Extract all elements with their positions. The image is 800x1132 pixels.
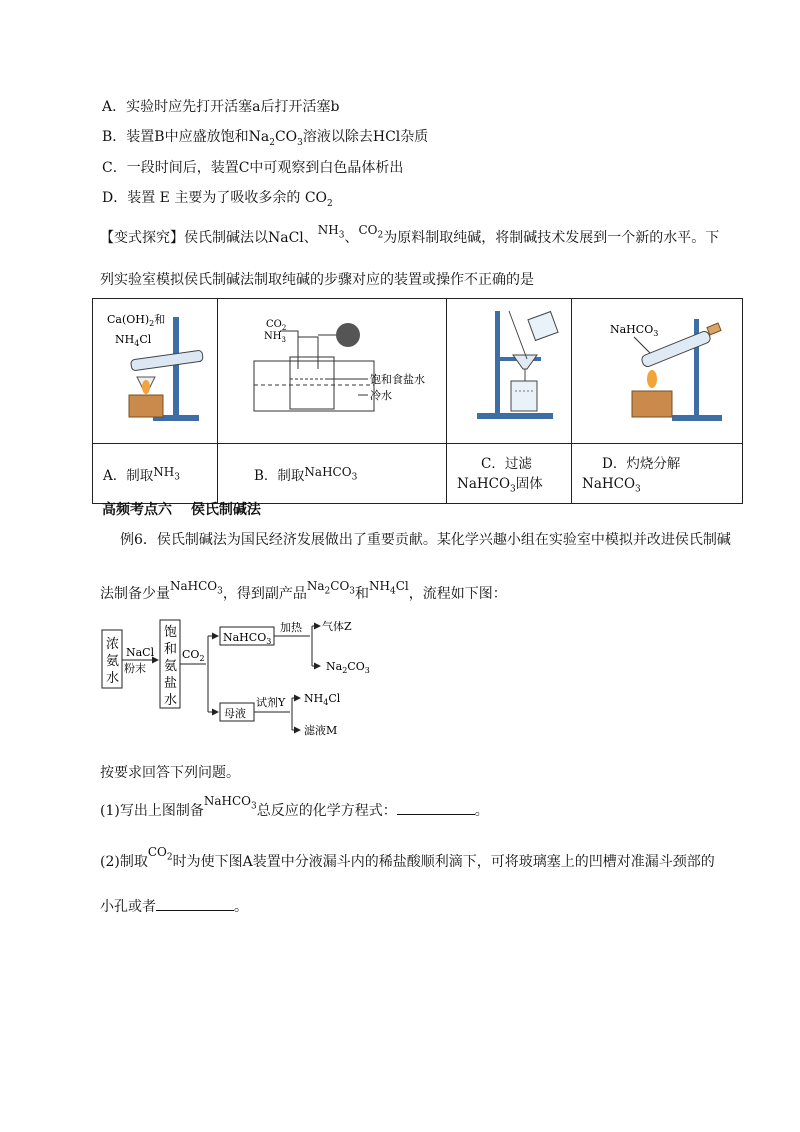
formula: Na <box>248 129 270 145</box>
option-label: D． <box>102 190 128 206</box>
process-flowchart <box>100 616 400 746</box>
option-label: A． <box>102 99 127 115</box>
funnel <box>513 355 537 369</box>
option-b <box>102 127 428 147</box>
caption-d: D．灼烧分解 NaHCO$_3$ <box>572 444 743 504</box>
subscript: 2 <box>327 198 333 209</box>
reagent-label: $NH_4Cl$ <box>115 333 152 348</box>
option-label: B． <box>102 129 127 145</box>
box-text: 氨 <box>106 654 120 669</box>
formula-nh3: $NH_3$ <box>317 223 345 241</box>
beaker <box>511 381 537 411</box>
subscript: 3 <box>297 137 303 148</box>
drying-tube <box>336 323 360 347</box>
heat-label: 加热 <box>280 621 302 634</box>
option-text: 溶液以除去HCl杂质 <box>302 129 429 145</box>
caption-b: B．制取NaHCO$_3$ <box>218 444 447 504</box>
variant-line1 <box>100 223 720 248</box>
lamp-base <box>632 391 672 417</box>
answer-blank-1[interactable] <box>397 800 475 815</box>
test-tube <box>131 350 204 371</box>
apparatus-a-cell <box>93 299 218 444</box>
box-text: 浓 <box>106 637 120 652</box>
lamp-base <box>129 395 163 417</box>
stand-base <box>672 415 722 421</box>
questions-intro: 按要求回答下列问题。 <box>100 765 240 781</box>
option-a <box>102 97 339 117</box>
box-text: 水 <box>106 671 120 686</box>
glass-rod <box>509 311 527 359</box>
apparatus-c-cell <box>447 299 572 444</box>
flame <box>142 380 150 394</box>
pouring-beaker <box>528 312 558 341</box>
box-text: 和 <box>164 642 178 657</box>
product-nh4cl: $NH_4Cl$ <box>304 692 341 707</box>
stopper <box>707 323 721 335</box>
caption-a: A．制取$NH_3$ <box>93 444 218 504</box>
stand-rod <box>173 317 179 417</box>
stand-base <box>477 413 553 419</box>
option-text: 一段时间后，装置C中可观察到白色晶体析出 <box>126 160 404 176</box>
question-2-line2: 小孔或者 。 <box>100 896 248 917</box>
apparatus-d-cell <box>572 299 743 444</box>
reagent-label: $Ca(OH)_2$和 <box>107 313 166 328</box>
reagent-nacl: NaCl <box>126 646 155 659</box>
variant-text: 为原料制取纯碱，将制碱技术发展到一个新的水平。下 <box>383 230 720 246</box>
answer-blank-2[interactable] <box>156 896 234 911</box>
gas-co2: $CO_2$ <box>182 648 205 663</box>
box-text: 氨 <box>164 659 178 674</box>
flame <box>647 370 657 388</box>
reagent-y: 试剂Y <box>256 696 286 709</box>
example-line1: 例6．侯氏制碱法为国民经济发展做出了重要贡献。某化学兴趣小组在实验室中模拟并改进侯氏制碱 <box>120 532 731 548</box>
reagent-label: NaHCO$_3$ <box>610 323 659 338</box>
apparatus-table <box>92 298 743 504</box>
variant-tag: 【变式探究】 <box>100 230 184 246</box>
gas-tube <box>298 337 318 369</box>
reagent-powder: 粉末 <box>124 662 146 675</box>
label-brine: 饱和食盐水 <box>370 373 425 386</box>
apparatus-b-cell <box>218 299 447 444</box>
product-na2co3: $Na_2CO_3$ <box>326 660 370 675</box>
apparatus-d-figure <box>572 299 742 439</box>
question-2: (2)制取$CO_2$时为使下图A装置中分液漏斗内的稀盐酸顺利滴下，可将玻璃塞上的凹槽对准漏斗颈部的 <box>100 845 715 870</box>
formula: CO <box>304 190 328 206</box>
variant-text: 侯氏制碱法以NaCl、 <box>184 230 318 246</box>
flask <box>290 357 334 409</box>
option-text: 装置 E 主要为了吸收多余的 <box>127 190 305 206</box>
gas-z: 气体Z <box>322 620 352 633</box>
separator: 、 <box>344 230 359 246</box>
box-text: 饱 <box>164 625 178 640</box>
question-1: (1)写出上图制备NaHCO$_3$总反应的化学方程式： 。 <box>100 794 489 819</box>
option-c <box>102 158 403 178</box>
filtrate-m: 滤液M <box>304 724 338 737</box>
stand-rod <box>495 311 500 415</box>
box-text: 盐 <box>164 676 178 691</box>
apparatus-a-figure <box>93 299 217 439</box>
apparatus-c-figure <box>447 299 571 439</box>
box-text: 水 <box>164 693 178 708</box>
example-line2: 法制备少量NaHCO$_3$，得到副产品$Na_2CO_3$和$NH_4Cl$，流程如下图： <box>100 579 507 602</box>
gas-label: $CO_2$ <box>266 319 287 332</box>
section-title: 高频考点六 侯氏制碱法 <box>102 502 261 518</box>
caption-c: C．过滤 NaHCO$_3$固体 <box>447 444 572 504</box>
product-nahco3: NaHCO$_3$ <box>223 631 272 646</box>
apparatus-b-figure <box>218 299 446 439</box>
mother-liquor: 母液 <box>224 707 246 720</box>
label-cold-water: 冷水 <box>370 389 392 402</box>
variant-line2: 列实验室模拟侯氏制碱法制取纯碱的步骤对应的装置或操作不正确的是 <box>100 272 534 288</box>
gas-label: $NH_3$ <box>264 331 286 344</box>
formula: CO <box>274 129 298 145</box>
option-text: 实验时应先打开活塞a后打开活塞b <box>126 99 340 115</box>
water-bath <box>254 361 374 411</box>
option-label: C． <box>102 160 127 176</box>
formula-co2: $CO_2$ <box>358 223 384 241</box>
subscript: 2 <box>269 137 275 148</box>
option-d <box>102 188 333 208</box>
option-text: 装置B中应盛放饱和 <box>126 129 249 145</box>
